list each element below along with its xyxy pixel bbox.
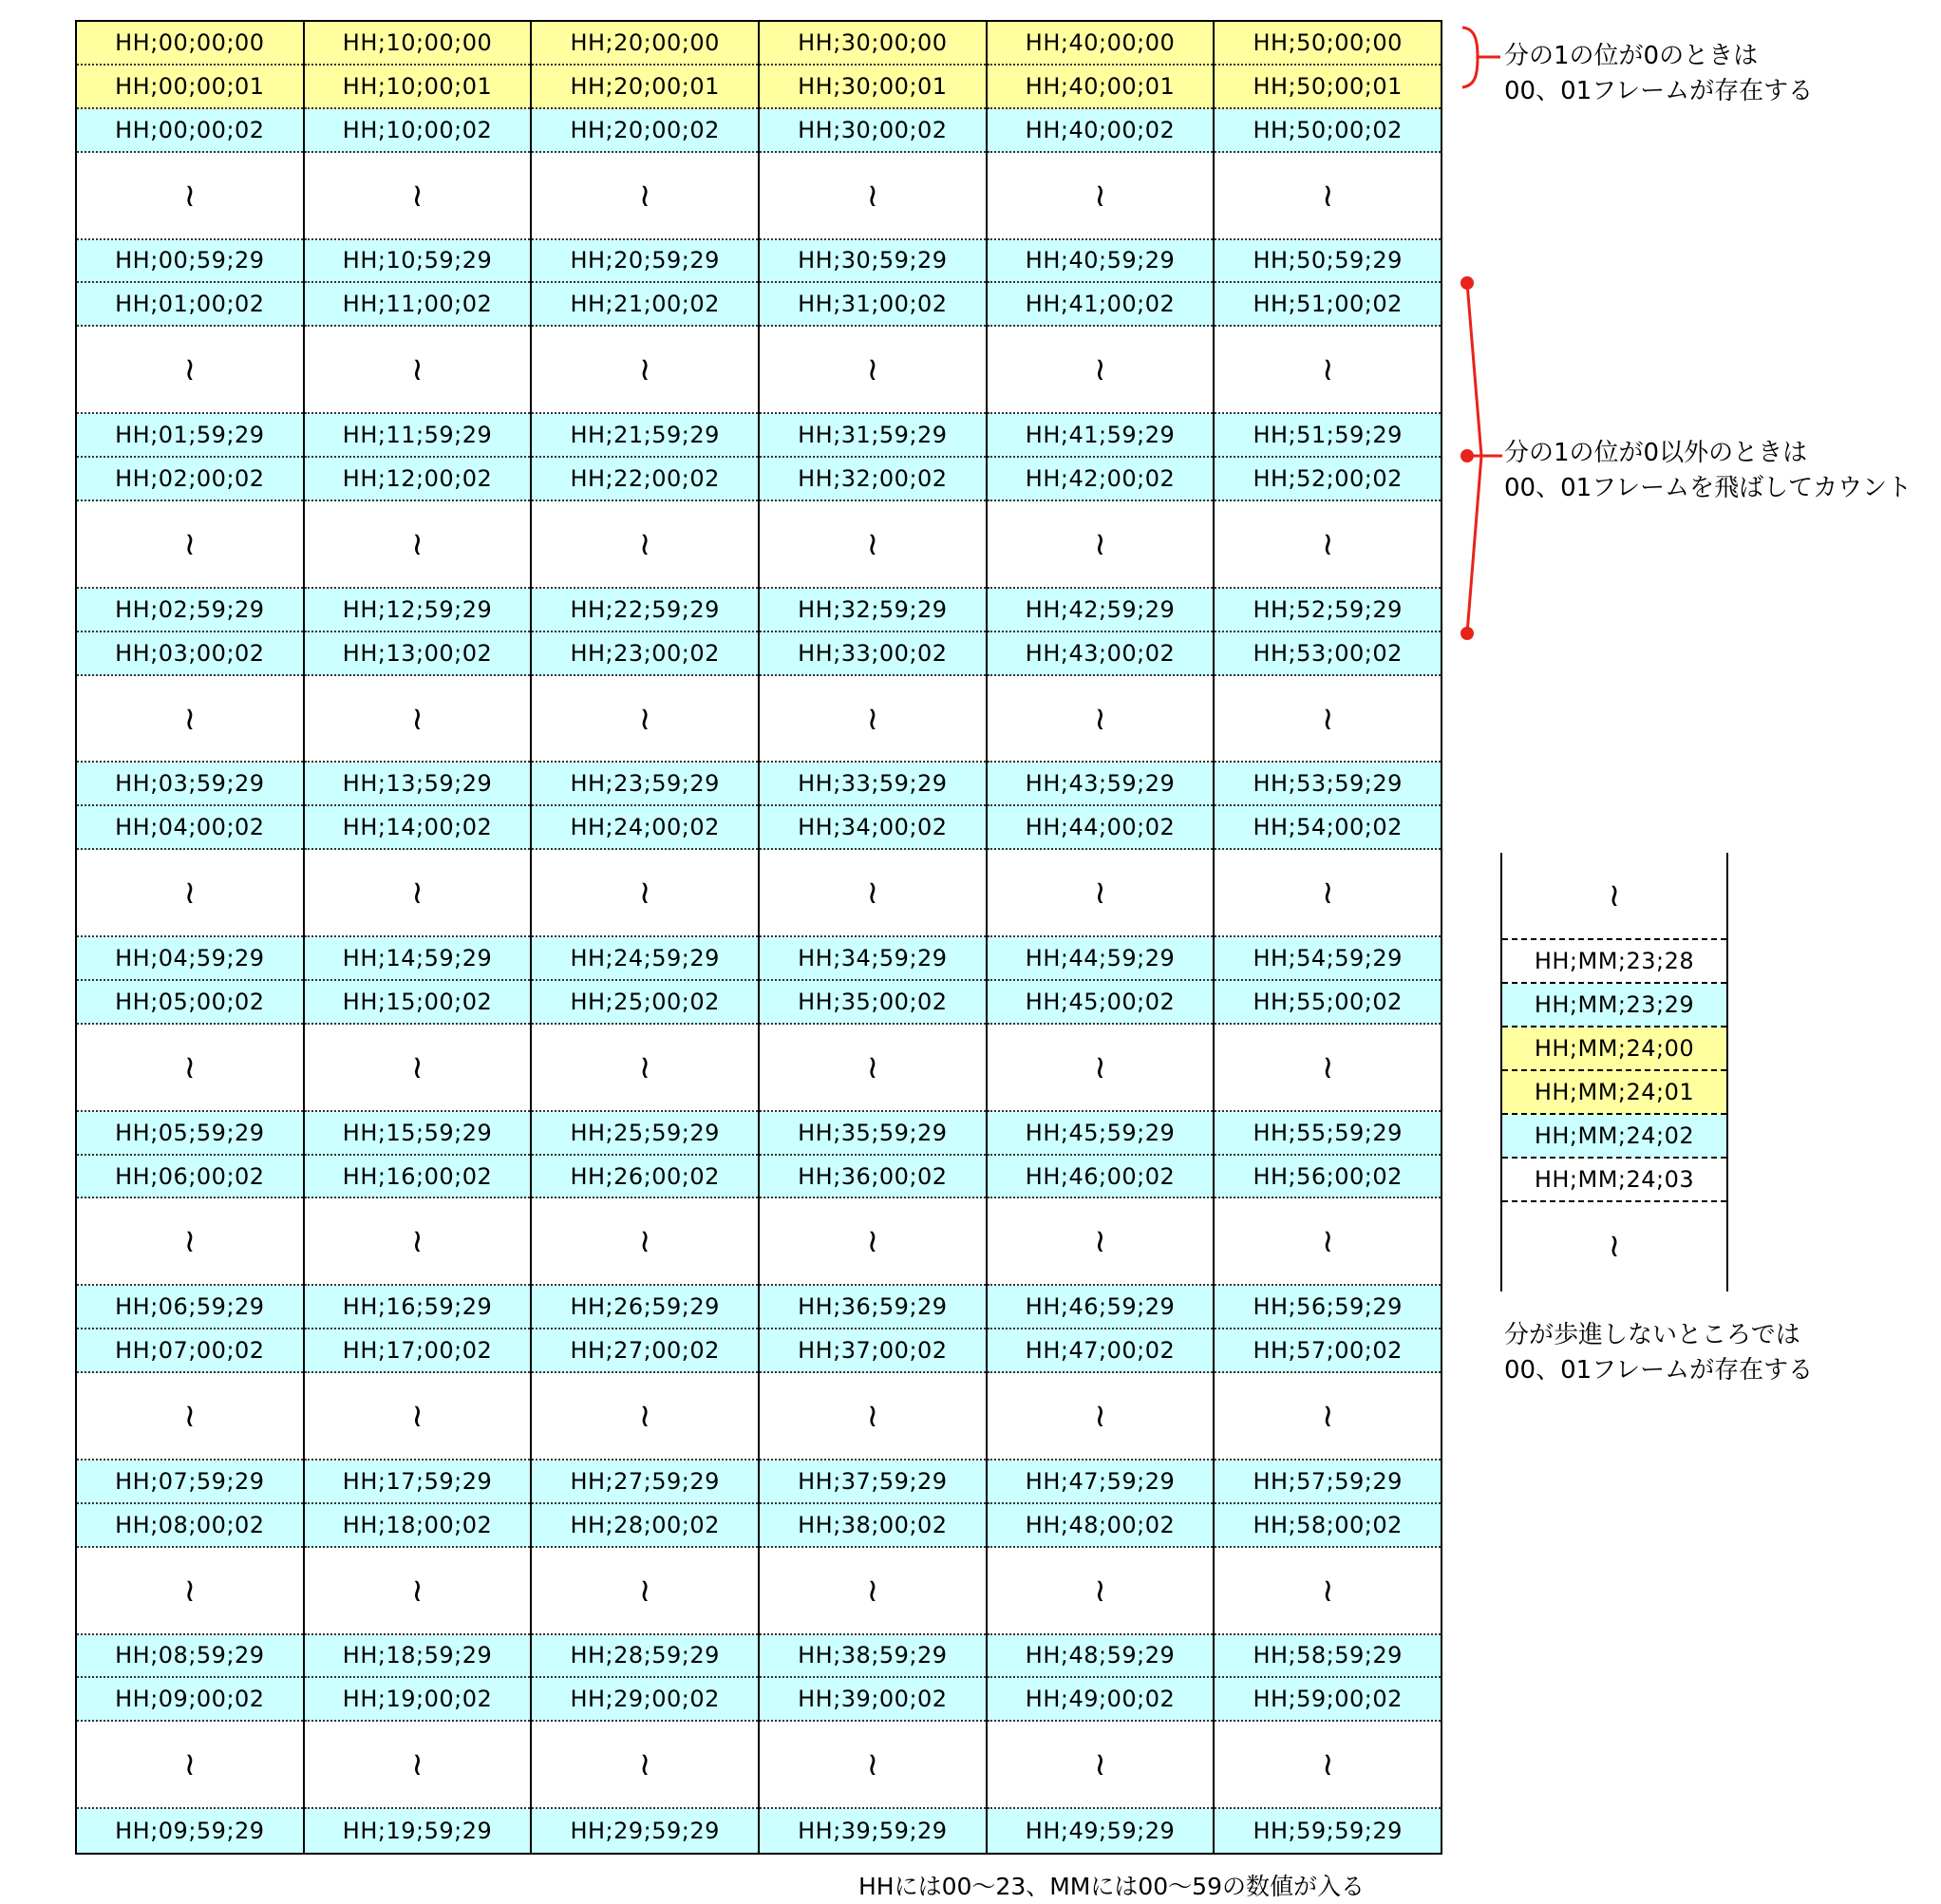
block-end-cell: HH;56;59;29 (1215, 1286, 1441, 1329)
block-start-cell: HH;30;00;02 (760, 109, 986, 153)
omission-mark: ≀ (760, 1722, 986, 1809)
omission-mark: ≀ (305, 1025, 531, 1112)
omission-mark: ≀ (77, 153, 303, 240)
top-note-line-2: 00、01フレームが存在する (1504, 77, 1814, 105)
omission-mark: ≀ (760, 1198, 986, 1286)
frame-existing-cell: HH;20;00;01 (532, 66, 758, 109)
mini-timecode-row: HH;MM;23;28 (1502, 940, 1726, 984)
omission-mark: ≀ (77, 676, 303, 763)
frame-existing-cell: HH;50;00;01 (1215, 66, 1441, 109)
block-end-cell: HH;54;59;29 (1215, 937, 1441, 981)
omission-mark: ≀ (760, 501, 986, 589)
omission-mark: ≀ (77, 1373, 303, 1461)
omission-mark: ≀ (760, 850, 986, 937)
block-start-cell: HH;06;00;02 (77, 1156, 303, 1199)
omission-mark: ≀ (532, 501, 758, 589)
omission-mark: ≀ (988, 1198, 1214, 1286)
omission-mark: ≀ (1215, 850, 1441, 937)
omission-mark: ≀ (760, 153, 986, 240)
frame-existing-cell: HH;50;00;00 (1215, 22, 1441, 66)
block-start-cell: HH;42;00;02 (988, 458, 1214, 501)
block-start-cell: HH;27;00;02 (532, 1329, 758, 1373)
frame-existing-cell: HH;20;00;00 (532, 22, 758, 66)
block-start-cell: HH;40;00;02 (988, 109, 1214, 153)
block-start-cell: HH;33;00;02 (760, 632, 986, 676)
middle-bracket-lower (1467, 456, 1481, 633)
block-start-cell: HH;32;00;02 (760, 458, 986, 501)
block-end-cell: HH;37;59;29 (760, 1461, 986, 1504)
block-end-cell: HH;58;59;29 (1215, 1635, 1441, 1679)
omission-mark: ≀ (77, 1198, 303, 1286)
block-start-cell: HH;11;00;02 (305, 283, 531, 327)
block-start-cell: HH;17;00;02 (305, 1329, 531, 1373)
omission-mark: ≀ (1215, 153, 1441, 240)
block-end-cell: HH;22;59;29 (532, 589, 758, 632)
block-end-cell: HH;07;59;29 (77, 1461, 303, 1504)
omission-mark: ≀ (305, 1548, 531, 1635)
block-end-cell: HH;29;59;29 (532, 1809, 758, 1853)
block-end-cell: HH;45;59;29 (988, 1112, 1214, 1156)
block-end-cell: HH;00;59;29 (77, 240, 303, 284)
omission-mark: ≀ (77, 501, 303, 589)
block-end-cell: HH;25;59;29 (532, 1112, 758, 1156)
middle-note-line-2: 00、01フレームを飛ばしてカウント (1504, 474, 1913, 502)
omission-mark: ≀ (988, 1373, 1214, 1461)
omission-mark: ≀ (988, 1548, 1214, 1635)
omission-mark: ≀ (77, 1548, 303, 1635)
block-end-cell: HH;47;59;29 (988, 1461, 1214, 1504)
frame-existing-cell: HH;00;00;01 (77, 66, 303, 109)
block-end-cell: HH;43;59;29 (988, 763, 1214, 806)
block-end-cell: HH;16;59;29 (305, 1286, 531, 1329)
block-start-cell: HH;54;00;02 (1215, 806, 1441, 850)
omission-mark: ≀ (760, 676, 986, 763)
block-end-cell: HH;36;59;29 (760, 1286, 986, 1329)
frame-existing-cell: HH;10;00;01 (305, 66, 531, 109)
block-start-cell: HH;59;00;02 (1215, 1678, 1441, 1722)
block-start-cell: HH;15;00;02 (305, 981, 531, 1025)
mini-timecode-row: HH;MM;24;02 (1502, 1115, 1726, 1159)
block-end-cell: HH;03;59;29 (77, 763, 303, 806)
block-end-cell: HH;42;59;29 (988, 589, 1214, 632)
block-end-cell: HH;27;59;29 (532, 1461, 758, 1504)
mini-timecode-row: HH;MM;24;01 (1502, 1071, 1726, 1115)
block-end-cell: HH;53;59;29 (1215, 763, 1441, 806)
block-end-cell: HH;21;59;29 (532, 414, 758, 458)
mini-gap-bottom: ≀ (1608, 1227, 1621, 1265)
omission-mark: ≀ (1215, 327, 1441, 414)
block-start-cell: HH;56;00;02 (1215, 1156, 1441, 1199)
block-end-cell: HH;51;59;29 (1215, 414, 1441, 458)
omission-mark: ≀ (305, 850, 531, 937)
omission-mark: ≀ (1215, 1025, 1441, 1112)
block-end-cell: HH;33;59;29 (760, 763, 986, 806)
omission-mark: ≀ (1215, 1548, 1441, 1635)
mini-timecode-row: HH;MM;23;29 (1502, 984, 1726, 1027)
block-end-cell: HH;57;59;29 (1215, 1461, 1441, 1504)
omission-mark: ≀ (305, 501, 531, 589)
omission-mark: ≀ (988, 1025, 1214, 1112)
footer-note: HHには00～23、MMには00～59の数値が入る (858, 1873, 1365, 1900)
block-start-cell: HH;03;00;02 (77, 632, 303, 676)
right-note-line-2: 00、01フレームが存在する (1504, 1356, 1814, 1385)
block-end-cell: HH;34;59;29 (760, 937, 986, 981)
block-end-cell: HH;32;59;29 (760, 589, 986, 632)
block-start-cell: HH;18;00;02 (305, 1504, 531, 1548)
bracket-dot-middle (1460, 449, 1474, 462)
block-end-cell: HH;17;59;29 (305, 1461, 531, 1504)
block-end-cell: HH;26;59;29 (532, 1286, 758, 1329)
omission-mark: ≀ (760, 327, 986, 414)
frame-existing-cell: HH;30;00;00 (760, 22, 986, 66)
omission-mark: ≀ (532, 676, 758, 763)
block-start-cell: HH;22;00;02 (532, 458, 758, 501)
middle-note-line-1: 分の1の位が0以外のときは (1504, 439, 1808, 467)
omission-mark: ≀ (532, 327, 758, 414)
block-start-cell: HH;09;00;02 (77, 1678, 303, 1722)
omission-mark: ≀ (988, 501, 1214, 589)
frame-existing-cell: HH;10;00;00 (305, 22, 531, 66)
omission-mark: ≀ (532, 1722, 758, 1809)
block-start-cell: HH;38;00;02 (760, 1504, 986, 1548)
omission-mark: ≀ (988, 327, 1214, 414)
block-end-cell: HH;20;59;29 (532, 240, 758, 284)
omission-mark: ≀ (532, 153, 758, 240)
omission-mark: ≀ (532, 850, 758, 937)
block-end-cell: HH;10;59;29 (305, 240, 531, 284)
block-start-cell: HH;02;00;02 (77, 458, 303, 501)
omission-mark: ≀ (305, 676, 531, 763)
omission-mark: ≀ (77, 327, 303, 414)
block-start-cell: HH;10;00;02 (305, 109, 531, 153)
omission-mark: ≀ (760, 1548, 986, 1635)
block-start-cell: HH;36;00;02 (760, 1156, 986, 1199)
block-end-cell: HH;08;59;29 (77, 1635, 303, 1679)
omission-mark: ≀ (532, 1198, 758, 1286)
block-start-cell: HH;28;00;02 (532, 1504, 758, 1548)
block-end-cell: HH;24;59;29 (532, 937, 758, 981)
block-start-cell: HH;19;00;02 (305, 1678, 531, 1722)
omission-mark: ≀ (1215, 501, 1441, 589)
mini-timecode-row: HH;MM;24;03 (1502, 1159, 1726, 1202)
block-end-cell: HH;23;59;29 (532, 763, 758, 806)
block-start-cell: HH;57;00;02 (1215, 1329, 1441, 1373)
block-end-cell: HH;31;59;29 (760, 414, 986, 458)
block-end-cell: HH;19;59;29 (305, 1809, 531, 1853)
block-start-cell: HH;46;00;02 (988, 1156, 1214, 1199)
omission-mark: ≀ (988, 850, 1214, 937)
omission-mark: ≀ (760, 1373, 986, 1461)
block-end-cell: HH;52;59;29 (1215, 589, 1441, 632)
block-start-cell: HH;44;00;02 (988, 806, 1214, 850)
block-end-cell: HH;35;59;29 (760, 1112, 986, 1156)
block-start-cell: HH;25;00;02 (532, 981, 758, 1025)
block-start-cell: HH;47;00;02 (988, 1329, 1214, 1373)
omission-mark: ≀ (1215, 1373, 1441, 1461)
frame-existing-cell: HH;40;00;01 (988, 66, 1214, 109)
block-start-cell: HH;41;00;02 (988, 283, 1214, 327)
block-end-cell: HH;50;59;29 (1215, 240, 1441, 284)
top-note-line-1: 分の1の位が0のときは (1504, 42, 1759, 70)
block-start-cell: HH;31;00;02 (760, 283, 986, 327)
omission-mark: ≀ (532, 1373, 758, 1461)
block-start-cell: HH;26;00;02 (532, 1156, 758, 1199)
block-start-cell: HH;55;00;02 (1215, 981, 1441, 1025)
mini-timecode-row: HH;MM;24;00 (1502, 1027, 1726, 1071)
block-end-cell: HH;38;59;29 (760, 1635, 986, 1679)
block-end-cell: HH;06;59;29 (77, 1286, 303, 1329)
block-end-cell: HH;05;59;29 (77, 1112, 303, 1156)
block-start-cell: HH;51;00;02 (1215, 283, 1441, 327)
block-start-cell: HH;00;00;02 (77, 109, 303, 153)
block-start-cell: HH;50;00;02 (1215, 109, 1441, 153)
block-start-cell: HH;20;00;02 (532, 109, 758, 153)
omission-mark: ≀ (532, 1548, 758, 1635)
block-start-cell: HH;04;00;02 (77, 806, 303, 850)
block-start-cell: HH;48;00;02 (988, 1504, 1214, 1548)
block-start-cell: HH;34;00;02 (760, 806, 986, 850)
omission-mark: ≀ (1215, 676, 1441, 763)
block-start-cell: HH;08;00;02 (77, 1504, 303, 1548)
block-end-cell: HH;48;59;29 (988, 1635, 1214, 1679)
omission-mark: ≀ (305, 1722, 531, 1809)
block-start-cell: HH;05;00;02 (77, 981, 303, 1025)
block-start-cell: HH;07;00;02 (77, 1329, 303, 1373)
block-start-cell: HH;24;00;02 (532, 806, 758, 850)
right-note-line-1: 分が歩進しないところでは (1504, 1321, 1800, 1349)
block-end-cell: HH;55;59;29 (1215, 1112, 1441, 1156)
block-start-cell: HH;16;00;02 (305, 1156, 531, 1199)
omission-mark: ≀ (77, 850, 303, 937)
block-end-cell: HH;01;59;29 (77, 414, 303, 458)
top-brace (1462, 28, 1500, 87)
frame-existing-cell: HH;30;00;01 (760, 66, 986, 109)
omission-mark: ≀ (77, 1025, 303, 1112)
block-start-cell: HH;14;00;02 (305, 806, 531, 850)
omission-mark: ≀ (1215, 1198, 1441, 1286)
block-start-cell: HH;29;00;02 (532, 1678, 758, 1722)
block-end-cell: HH;46;59;29 (988, 1286, 1214, 1329)
mini-gap-top: ≀ (1502, 853, 1726, 940)
block-start-cell: HH;49;00;02 (988, 1678, 1214, 1722)
block-end-cell: HH;49;59;29 (988, 1809, 1214, 1853)
block-end-cell: HH;02;59;29 (77, 589, 303, 632)
block-end-cell: HH;30;59;29 (760, 240, 986, 284)
block-start-cell: HH;58;00;02 (1215, 1504, 1441, 1548)
block-start-cell: HH;39;00;02 (760, 1678, 986, 1722)
block-end-cell: HH;39;59;29 (760, 1809, 986, 1853)
block-start-cell: HH;53;00;02 (1215, 632, 1441, 676)
block-end-cell: HH;04;59;29 (77, 937, 303, 981)
block-end-cell: HH;15;59;29 (305, 1112, 531, 1156)
omission-mark: ≀ (760, 1025, 986, 1112)
block-end-cell: HH;41;59;29 (988, 414, 1214, 458)
block-end-cell: HH;09;59;29 (77, 1809, 303, 1853)
block-start-cell: HH;01;00;02 (77, 283, 303, 327)
omission-mark: ≀ (305, 153, 531, 240)
block-end-cell: HH;28;59;29 (532, 1635, 758, 1679)
omission-mark: ≀ (1215, 1722, 1441, 1809)
block-end-cell: HH;11;59;29 (305, 414, 531, 458)
block-start-cell: HH;45;00;02 (988, 981, 1214, 1025)
block-start-cell: HH;37;00;02 (760, 1329, 986, 1373)
block-start-cell: HH;12;00;02 (305, 458, 531, 501)
block-end-cell: HH;59;59;29 (1215, 1809, 1441, 1853)
bracket-dot-top (1460, 276, 1474, 290)
block-start-cell: HH;43;00;02 (988, 632, 1214, 676)
omission-mark: ≀ (305, 1373, 531, 1461)
omission-mark: ≀ (988, 1722, 1214, 1809)
omission-mark: ≀ (77, 1722, 303, 1809)
block-end-cell: HH;40;59;29 (988, 240, 1214, 284)
bracket-dot-bottom (1460, 627, 1474, 640)
block-start-cell: HH;21;00;02 (532, 283, 758, 327)
block-start-cell: HH;35;00;02 (760, 981, 986, 1025)
block-start-cell: HH;23;00;02 (532, 632, 758, 676)
block-start-cell: HH;13;00;02 (305, 632, 531, 676)
omission-mark: ≀ (988, 153, 1214, 240)
block-end-cell: HH;12;59;29 (305, 589, 531, 632)
frame-existing-cell: HH;40;00;00 (988, 22, 1214, 66)
block-start-cell: HH;52;00;02 (1215, 458, 1441, 501)
block-end-cell: HH;13;59;29 (305, 763, 531, 806)
omission-mark: ≀ (305, 327, 531, 414)
frame-existing-cell: HH;00;00;00 (77, 22, 303, 66)
middle-bracket-upper (1467, 283, 1481, 456)
omission-mark: ≀ (305, 1198, 531, 1286)
omission-mark: ≀ (988, 676, 1214, 763)
block-end-cell: HH;18;59;29 (305, 1635, 531, 1679)
block-end-cell: HH;14;59;29 (305, 937, 531, 981)
block-end-cell: HH;44;59;29 (988, 937, 1214, 981)
omission-mark: ≀ (532, 1025, 758, 1112)
